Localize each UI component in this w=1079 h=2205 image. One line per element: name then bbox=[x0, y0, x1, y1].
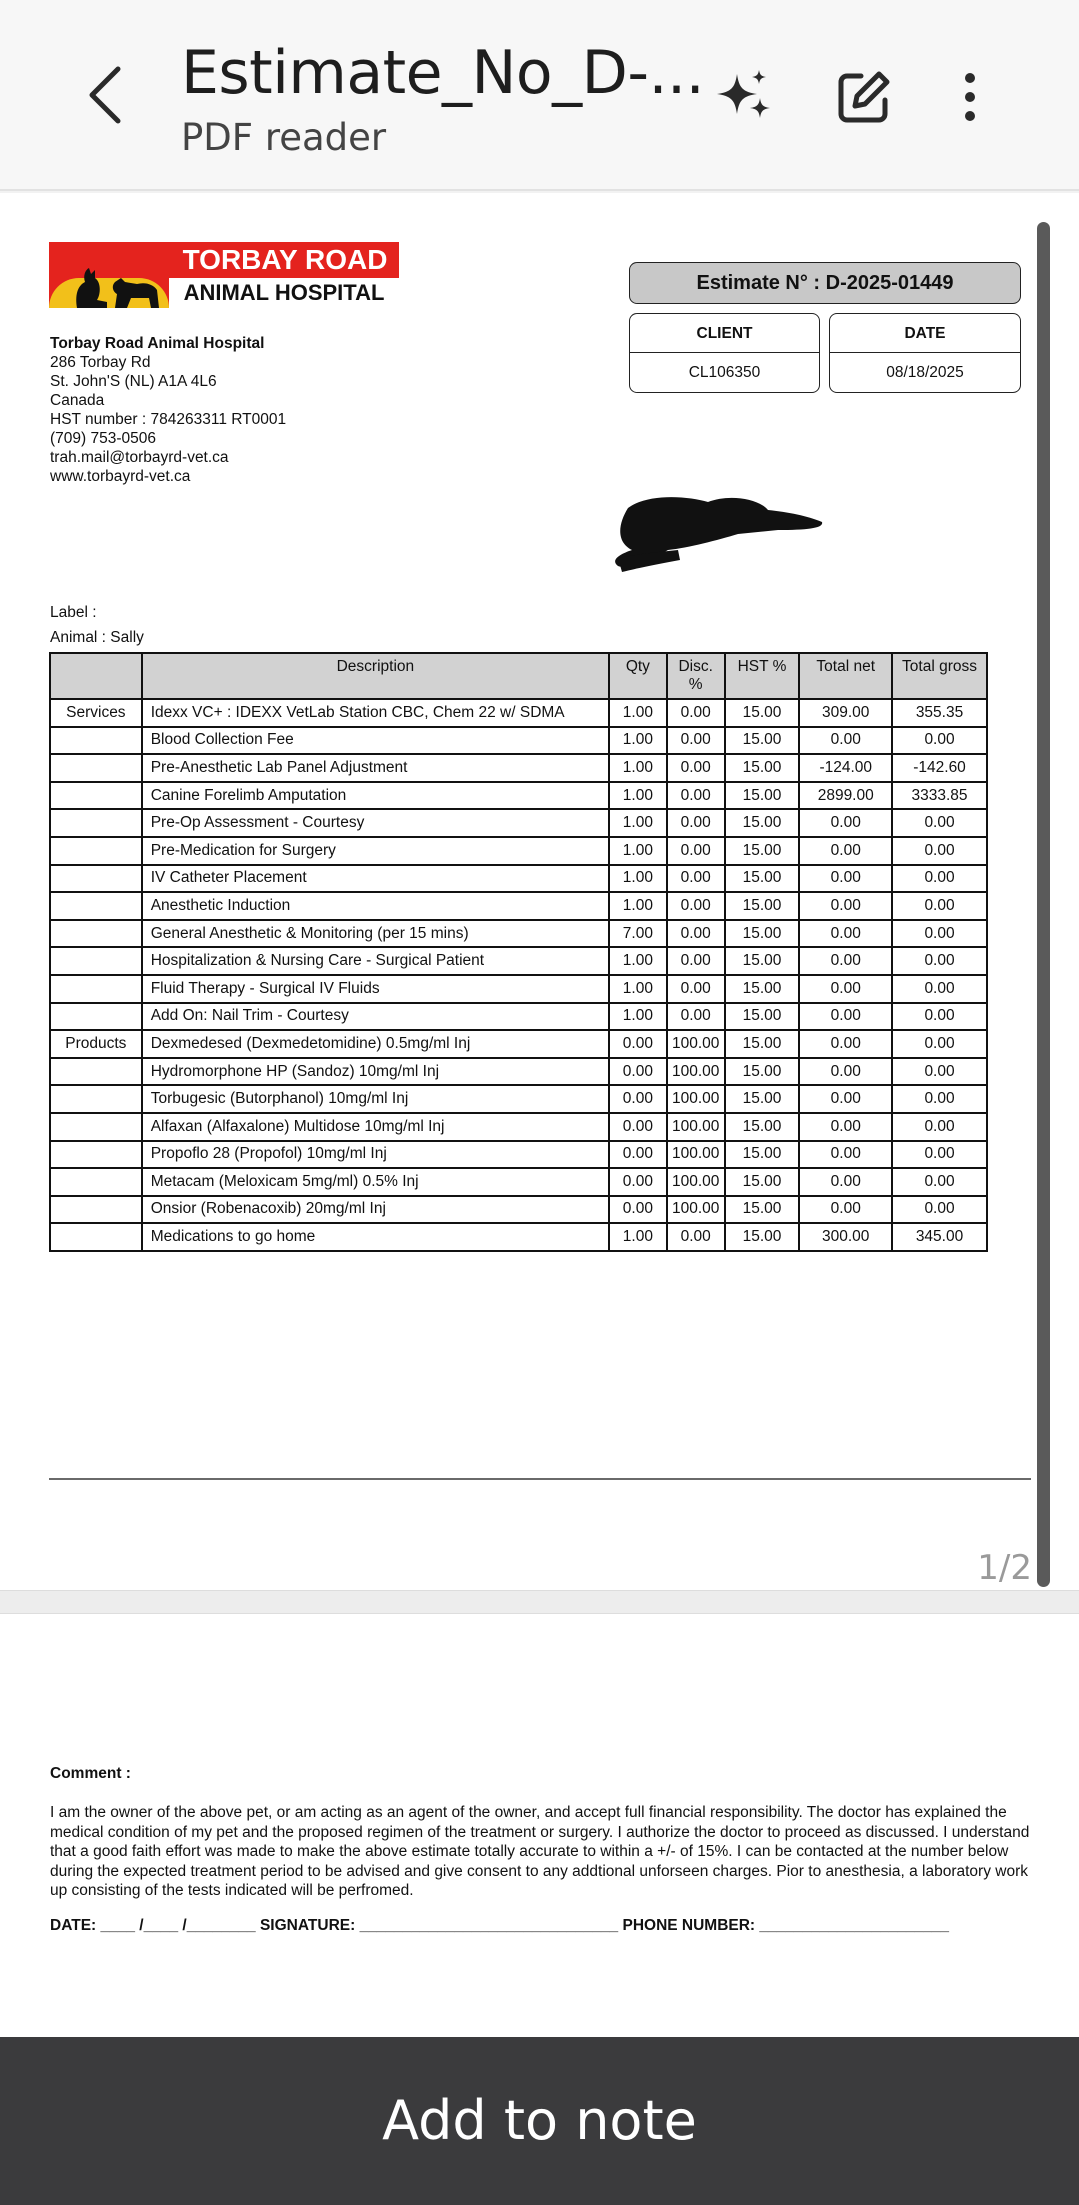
comment-body: I am the owner of the above pet, or am acting as an agent of the owner, and accept full financial responsibility. The doctor has explained the medical condition of my pet and the proposed regimen of the treatment or surgery. I authorize the doctor to proceed as discussed. I understand that a good faith effort was made to make the above estimate totally accurate to within a +/- of 15%. I can be contacted at the number below during the expected treatment period to be advised and give consent to any addtional unforseen charges. Pior to anesthesia, a laboratory work up consisting of the tests indicated will be perfromed. bbox=[50, 1804, 1030, 1899]
row-gross: 345.00 bbox=[892, 1223, 987, 1251]
row-category bbox=[50, 1003, 142, 1031]
table-row bbox=[50, 1058, 987, 1086]
pet-label: Label : bbox=[50, 604, 97, 621]
row-gross: 0.00 bbox=[892, 727, 987, 755]
row-category bbox=[50, 947, 142, 975]
row-gross: 0.00 bbox=[892, 947, 987, 975]
table-row bbox=[50, 809, 987, 837]
header-total-gross: Total gross bbox=[892, 653, 987, 699]
row-net: -124.00 bbox=[799, 754, 892, 782]
row-hst: 15.00 bbox=[725, 1223, 800, 1251]
row-disc: 0.00 bbox=[667, 865, 725, 893]
clinic-name: Torbay Road Animal Hospital bbox=[50, 335, 265, 352]
clinic-email: trah.mail@torbayrd-vet.ca bbox=[50, 449, 229, 466]
table-row bbox=[50, 1113, 987, 1141]
estimate-number: Estimate N° : D-2025-01449 bbox=[629, 262, 1021, 304]
row-qty: 1.00 bbox=[609, 727, 667, 755]
row-hst: 15.00 bbox=[725, 1003, 800, 1031]
row-qty: 7.00 bbox=[609, 920, 667, 948]
edit-button[interactable] bbox=[833, 66, 895, 128]
row-hst: 15.00 bbox=[725, 809, 800, 837]
date-box bbox=[829, 313, 1021, 393]
table-header-row bbox=[50, 653, 987, 699]
row-qty: 1.00 bbox=[609, 754, 667, 782]
row-category bbox=[50, 1058, 142, 1086]
logo-text-line2: ANIMAL HOSPITAL bbox=[169, 278, 399, 308]
page-indicator: 1/2 bbox=[977, 1548, 1032, 1588]
row-disc: 0.00 bbox=[667, 809, 725, 837]
row-disc: 0.00 bbox=[667, 975, 725, 1003]
row-net: 2899.00 bbox=[799, 782, 892, 810]
row-description: Alfaxan (Alfaxalone) Multidose 10mg/ml Inj bbox=[142, 1113, 609, 1141]
add-to-note-button[interactable]: Add to note bbox=[0, 2037, 1079, 2205]
row-description: Pre-Medication for Surgery bbox=[142, 837, 609, 865]
row-net: 0.00 bbox=[799, 1085, 892, 1113]
row-description: Anesthetic Induction bbox=[142, 892, 609, 920]
row-disc: 100.00 bbox=[667, 1085, 725, 1113]
row-category bbox=[50, 1113, 142, 1141]
row-hst: 15.00 bbox=[725, 920, 800, 948]
row-disc: 100.00 bbox=[667, 1168, 725, 1196]
row-gross: 0.00 bbox=[892, 1058, 987, 1086]
row-net: 0.00 bbox=[799, 809, 892, 837]
row-disc: 0.00 bbox=[667, 699, 725, 727]
row-qty: 1.00 bbox=[609, 699, 667, 727]
edit-icon bbox=[835, 68, 893, 126]
clinic-hst: HST number : 784263311 RT0001 bbox=[50, 411, 287, 428]
row-qty: 0.00 bbox=[609, 1030, 667, 1058]
clinic-website: www.torbayrd-vet.ca bbox=[50, 468, 191, 485]
more-options-button[interactable] bbox=[955, 66, 985, 128]
row-gross: 0.00 bbox=[892, 892, 987, 920]
clinic-city: St. John'S (NL) A1A 4L6 bbox=[50, 373, 217, 390]
page-divider-line bbox=[49, 1478, 1031, 1480]
hospital-logo bbox=[49, 242, 399, 308]
table-row bbox=[50, 837, 987, 865]
document-title: Estimate_No_D-... bbox=[181, 38, 705, 108]
row-description: Torbugesic (Butorphanol) 10mg/ml Inj bbox=[142, 1085, 609, 1113]
app-bar bbox=[0, 0, 1079, 191]
table-row bbox=[50, 1003, 987, 1031]
clinic-street: 286 Torbay Rd bbox=[50, 354, 151, 371]
row-gross: 0.00 bbox=[892, 809, 987, 837]
estimate-table bbox=[49, 652, 988, 1252]
row-disc: 100.00 bbox=[667, 1196, 725, 1224]
row-disc: 0.00 bbox=[667, 1223, 725, 1251]
table-row bbox=[50, 1223, 987, 1251]
date-value: 08/18/2025 bbox=[886, 364, 964, 381]
row-description: Pre-Op Assessment - Courtesy bbox=[142, 809, 609, 837]
table-row bbox=[50, 1196, 987, 1224]
row-qty: 0.00 bbox=[609, 1141, 667, 1169]
row-disc: 0.00 bbox=[667, 727, 725, 755]
row-disc: 0.00 bbox=[667, 947, 725, 975]
row-description: Hydromorphone HP (Sandoz) 10mg/ml Inj bbox=[142, 1058, 609, 1086]
row-gross: -142.60 bbox=[892, 754, 987, 782]
row-description: Pre-Anesthetic Lab Panel Adjustment bbox=[142, 754, 609, 782]
row-qty: 1.00 bbox=[609, 892, 667, 920]
row-qty: 1.00 bbox=[609, 865, 667, 893]
row-disc: 0.00 bbox=[667, 920, 725, 948]
row-description: Add On: Nail Trim - Courtesy bbox=[142, 1003, 609, 1031]
row-hst: 15.00 bbox=[725, 1196, 800, 1224]
row-disc: 100.00 bbox=[667, 1141, 725, 1169]
row-net: 0.00 bbox=[799, 837, 892, 865]
row-description: General Anesthetic & Monitoring (per 15 mins) bbox=[142, 920, 609, 948]
row-hst: 15.00 bbox=[725, 892, 800, 920]
row-disc: 0.00 bbox=[667, 1003, 725, 1031]
clinic-phone: (709) 753-0506 bbox=[50, 430, 156, 447]
row-gross: 0.00 bbox=[892, 1030, 987, 1058]
row-qty: 1.00 bbox=[609, 975, 667, 1003]
table-row bbox=[50, 699, 987, 727]
row-category bbox=[50, 727, 142, 755]
table-row bbox=[50, 947, 987, 975]
row-gross: 0.00 bbox=[892, 920, 987, 948]
row-category: Products bbox=[50, 1030, 142, 1058]
row-category bbox=[50, 975, 142, 1003]
more-vertical-icon bbox=[963, 72, 977, 122]
row-qty: 0.00 bbox=[609, 1113, 667, 1141]
row-hst: 15.00 bbox=[725, 947, 800, 975]
row-gross: 3333.85 bbox=[892, 782, 987, 810]
row-net: 0.00 bbox=[799, 1003, 892, 1031]
row-net: 0.00 bbox=[799, 1030, 892, 1058]
client-box bbox=[629, 313, 820, 393]
row-hst: 15.00 bbox=[725, 1058, 800, 1086]
header-qty: Qty bbox=[609, 653, 667, 699]
row-disc: 0.00 bbox=[667, 782, 725, 810]
date-label: DATE bbox=[830, 314, 1020, 353]
client-value: CL106350 bbox=[688, 364, 761, 381]
table-row bbox=[50, 865, 987, 893]
row-net: 0.00 bbox=[799, 727, 892, 755]
row-description: Fluid Therapy - Surgical IV Fluids bbox=[142, 975, 609, 1003]
row-net: 0.00 bbox=[799, 1196, 892, 1224]
client-label: CLIENT bbox=[630, 314, 819, 353]
comment-heading: Comment : bbox=[50, 1765, 131, 1782]
row-qty: 0.00 bbox=[609, 1168, 667, 1196]
clinic-country: Canada bbox=[50, 392, 105, 409]
row-qty: 0.00 bbox=[609, 1085, 667, 1113]
header-disc: Disc. % bbox=[667, 653, 725, 699]
row-disc: 0.00 bbox=[667, 837, 725, 865]
row-category bbox=[50, 1168, 142, 1196]
header-total-net: Total net bbox=[799, 653, 892, 699]
row-category bbox=[50, 837, 142, 865]
table-row bbox=[50, 1168, 987, 1196]
table-row bbox=[50, 975, 987, 1003]
row-category bbox=[50, 782, 142, 810]
row-net: 0.00 bbox=[799, 1113, 892, 1141]
row-net: 0.00 bbox=[799, 865, 892, 893]
row-net: 0.00 bbox=[799, 892, 892, 920]
pet-animal: Animal : Sally bbox=[50, 629, 144, 646]
row-description: Canine Forelimb Amputation bbox=[142, 782, 609, 810]
row-qty: 1.00 bbox=[609, 1003, 667, 1031]
row-description: Blood Collection Fee bbox=[142, 727, 609, 755]
row-gross: 0.00 bbox=[892, 865, 987, 893]
row-category bbox=[50, 892, 142, 920]
row-gross: 0.00 bbox=[892, 1085, 987, 1113]
table-row bbox=[50, 892, 987, 920]
row-hst: 15.00 bbox=[725, 837, 800, 865]
row-net: 300.00 bbox=[799, 1223, 892, 1251]
row-net: 0.00 bbox=[799, 1168, 892, 1196]
row-category bbox=[50, 1196, 142, 1224]
row-hst: 15.00 bbox=[725, 975, 800, 1003]
row-qty: 1.00 bbox=[609, 1223, 667, 1251]
header-hst: HST % bbox=[725, 653, 800, 699]
row-hst: 15.00 bbox=[725, 1168, 800, 1196]
row-gross: 0.00 bbox=[892, 1141, 987, 1169]
row-qty: 0.00 bbox=[609, 1058, 667, 1086]
table-row bbox=[50, 754, 987, 782]
table-row bbox=[50, 920, 987, 948]
row-hst: 15.00 bbox=[725, 865, 800, 893]
signature-line: DATE: ____ /____ /________ SIGNATURE: ______________________________ PHONE NUMBER: ______________________ bbox=[50, 1917, 950, 1934]
row-description: Hospitalization & Nursing Care - Surgical Patient bbox=[142, 947, 609, 975]
row-hst: 15.00 bbox=[725, 727, 800, 755]
row-hst: 15.00 bbox=[725, 1030, 800, 1058]
header-description: Description bbox=[142, 653, 609, 699]
table-row bbox=[50, 1085, 987, 1113]
back-arrow-icon bbox=[88, 65, 122, 125]
row-description: Dexmedesed (Dexmedetomidine) 0.5mg/ml Inj bbox=[142, 1030, 609, 1058]
table-row bbox=[50, 727, 987, 755]
row-category bbox=[50, 1141, 142, 1169]
row-gross: 0.00 bbox=[892, 837, 987, 865]
row-net: 0.00 bbox=[799, 1141, 892, 1169]
row-qty: 1.00 bbox=[609, 782, 667, 810]
row-category: Services bbox=[50, 699, 142, 727]
row-disc: 100.00 bbox=[667, 1058, 725, 1086]
row-hst: 15.00 bbox=[725, 699, 800, 727]
row-description: Propoflo 28 (Propofol) 10mg/ml Inj bbox=[142, 1141, 609, 1169]
row-hst: 15.00 bbox=[725, 1085, 800, 1113]
row-category bbox=[50, 1085, 142, 1113]
row-net: 0.00 bbox=[799, 947, 892, 975]
row-category bbox=[50, 865, 142, 893]
redacted-client-name bbox=[608, 488, 828, 578]
scrollbar[interactable] bbox=[1037, 222, 1050, 1587]
row-qty: 1.00 bbox=[609, 809, 667, 837]
table-row bbox=[50, 1030, 987, 1058]
row-hst: 15.00 bbox=[725, 782, 800, 810]
row-net: 309.00 bbox=[799, 699, 892, 727]
row-category bbox=[50, 809, 142, 837]
app-subtitle: PDF reader bbox=[181, 116, 387, 159]
row-hst: 15.00 bbox=[725, 1113, 800, 1141]
row-disc: 100.00 bbox=[667, 1030, 725, 1058]
row-gross: 0.00 bbox=[892, 1113, 987, 1141]
page-gap bbox=[0, 1590, 1079, 1614]
row-category bbox=[50, 1223, 142, 1251]
row-hst: 15.00 bbox=[725, 754, 800, 782]
row-net: 0.00 bbox=[799, 1058, 892, 1086]
row-description: IV Catheter Placement bbox=[142, 865, 609, 893]
row-net: 0.00 bbox=[799, 920, 892, 948]
clinic-address bbox=[50, 334, 286, 486]
row-qty: 1.00 bbox=[609, 837, 667, 865]
row-disc: 0.00 bbox=[667, 892, 725, 920]
logo-text-line1: TORBAY ROAD bbox=[182, 244, 388, 275]
row-disc: 100.00 bbox=[667, 1113, 725, 1141]
ai-assist-button[interactable] bbox=[713, 66, 775, 128]
table-row bbox=[50, 782, 987, 810]
row-gross: 0.00 bbox=[892, 1196, 987, 1224]
row-gross: 355.35 bbox=[892, 699, 987, 727]
row-description: Metacam (Meloxicam 5mg/ml) 0.5% Inj bbox=[142, 1168, 609, 1196]
row-description: Idexx VC+ : IDEXX VetLab Station CBC, Chem 22 w/ SDMA bbox=[142, 699, 609, 727]
sparkle-icon bbox=[715, 68, 773, 126]
back-button[interactable] bbox=[78, 60, 132, 130]
row-gross: 0.00 bbox=[892, 975, 987, 1003]
table-row bbox=[50, 1141, 987, 1169]
row-category bbox=[50, 754, 142, 782]
pets-silhouette-icon bbox=[67, 260, 167, 308]
row-net: 0.00 bbox=[799, 975, 892, 1003]
row-disc: 0.00 bbox=[667, 754, 725, 782]
row-hst: 15.00 bbox=[725, 1141, 800, 1169]
row-description: Medications to go home bbox=[142, 1223, 609, 1251]
row-gross: 0.00 bbox=[892, 1003, 987, 1031]
row-category bbox=[50, 920, 142, 948]
row-qty: 1.00 bbox=[609, 947, 667, 975]
header-category bbox=[50, 653, 142, 699]
row-qty: 0.00 bbox=[609, 1196, 667, 1224]
row-description: Onsior (Robenacoxib) 20mg/ml Inj bbox=[142, 1196, 609, 1224]
row-gross: 0.00 bbox=[892, 1168, 987, 1196]
